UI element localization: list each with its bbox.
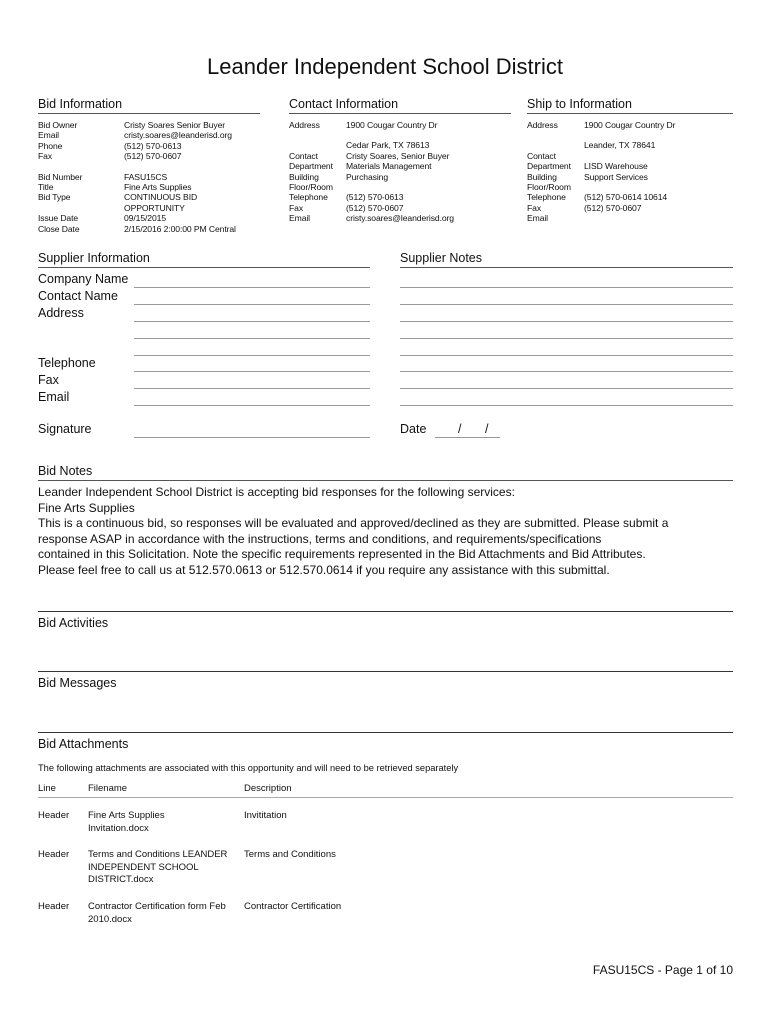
bid-notes-section	[38, 464, 733, 579]
attachment-description: Invititation	[244, 810, 287, 821]
ship-value	[584, 213, 733, 223]
ship-label: Email	[527, 213, 548, 224]
bid-info-label: Fax	[38, 151, 53, 162]
ship-value	[584, 151, 733, 161]
attachment-filename[interactable]	[88, 901, 243, 926]
contact-label: Department	[289, 161, 333, 172]
bid-info-label: Phone	[38, 140, 63, 151]
bid-information-section	[38, 97, 260, 234]
contact-value: (512) 570-0607	[346, 202, 404, 213]
bid-notes-body	[38, 485, 733, 579]
section-divider	[38, 671, 733, 672]
supplier-information-section	[38, 251, 370, 268]
section-divider	[38, 732, 733, 733]
bid-info-value: 09/15/2015	[124, 213, 167, 224]
contact-information-grid	[289, 120, 511, 224]
bid-info-value: FASU15CS	[124, 171, 168, 182]
ship-spacer	[527, 130, 584, 140]
contact-label: Building	[289, 171, 319, 182]
email-label: Email	[38, 390, 70, 404]
address-field-line-2[interactable]	[134, 338, 370, 339]
date-field[interactable]	[435, 437, 500, 438]
contact-information-section	[289, 97, 511, 224]
contact-label: Floor/Room	[289, 182, 333, 193]
bid-info-value: (512) 570-0613	[124, 140, 182, 151]
address-label: Address	[38, 306, 84, 320]
fax-field[interactable]	[134, 388, 370, 389]
signature-field[interactable]	[134, 437, 370, 438]
bid-info-value: 2/15/2016 2:00:00 PM Central	[124, 223, 236, 234]
ship-label: Department	[527, 161, 571, 172]
contact-value: 1900 Cougar Country Dr	[346, 120, 438, 130]
bid-notes-line: response ASAP in accordance with the instructions, terms and conditions, and requirements/specifications	[38, 531, 602, 546]
attachment-filename-part: Terms and Conditions LEANDER	[88, 849, 228, 860]
supplier-notes-line[interactable]	[400, 355, 733, 356]
bid-info-spacer	[38, 162, 124, 172]
column-header-filename: Filename	[88, 783, 128, 794]
ship-value: (512) 570-0607	[584, 202, 642, 213]
bid-info-label: Bid Number	[38, 171, 83, 182]
supplier-notes-line[interactable]	[400, 388, 733, 389]
bid-info-label: Bid Type	[38, 192, 71, 203]
attachment-description: Contractor Certification	[244, 901, 342, 912]
telephone-label: Telephone	[38, 356, 96, 370]
bid-notes-line: Please feel free to call us at 512.570.0613 or 512.570.0614 if you require any assistance with this submittal.	[38, 562, 610, 577]
contact-label: Telephone	[289, 192, 328, 203]
ship-label: Building	[527, 171, 557, 182]
ship-value: 1900 Cougar Country Dr	[584, 120, 676, 130]
attachment-description: Terms and Conditions	[244, 849, 336, 860]
contact-label: Fax	[289, 202, 304, 213]
email-field[interactable]	[134, 405, 370, 406]
ship-value: (512) 570-0614 10614	[584, 192, 668, 203]
contact-value: Cedar Park, TX 78613	[346, 140, 430, 151]
bid-information-grid	[38, 120, 260, 234]
ship-label: Fax	[527, 202, 542, 213]
bid-info-label: Close Date	[38, 223, 80, 234]
attachment-filename-part: Fine Arts Supplies	[88, 810, 165, 821]
supplier-notes-line[interactable]	[400, 304, 733, 305]
ship-to-information-grid	[527, 120, 733, 224]
contact-value: Purchasing	[346, 171, 388, 182]
bid-messages-heading: Bid Messages	[38, 676, 117, 690]
supplier-information-heading: Supplier Information	[38, 251, 370, 268]
bid-info-value: (512) 570-0607	[124, 151, 182, 162]
ship-value: Support Services	[584, 171, 648, 182]
contact-label: Address	[289, 120, 320, 130]
address-field-line-3[interactable]	[134, 355, 370, 356]
attachments-header-divider	[38, 797, 733, 798]
ship-value	[584, 182, 733, 192]
attachment-filename-part: INDEPENDENT SCHOOL	[88, 861, 199, 873]
bid-info-value: Fine Arts Supplies	[124, 182, 192, 193]
bid-info-spacer	[124, 162, 260, 172]
bid-notes-heading: Bid Notes	[38, 464, 733, 481]
bid-activities-heading: Bid Activities	[38, 616, 109, 630]
supplier-notes-line[interactable]	[400, 321, 733, 322]
bid-info-label: Email	[38, 130, 59, 141]
contact-spacer	[346, 130, 511, 140]
contact-label: Email	[289, 213, 310, 224]
ship-spacer	[584, 130, 733, 140]
attachment-filename[interactable]	[88, 849, 243, 887]
supplier-notes-line[interactable]	[400, 338, 733, 339]
contact-label: Contact	[289, 150, 318, 161]
bid-information-heading: Bid Information	[38, 97, 260, 114]
attachment-line: Header	[38, 810, 70, 821]
contact-spacer	[289, 130, 346, 140]
bid-info-label	[38, 203, 124, 213]
contact-value: Cristy Soares, Senior Buyer	[346, 150, 450, 161]
telephone-field[interactable]	[134, 371, 370, 372]
attachment-filename[interactable]	[88, 810, 243, 835]
attachment-filename-part: Contractor Certification form Feb	[88, 901, 226, 912]
bid-attachments-heading: Bid Attachments	[38, 737, 129, 751]
contact-value: cristy.soares@leanderisd.org	[346, 213, 454, 224]
section-divider	[38, 611, 733, 612]
date-separator: /	[485, 422, 489, 436]
ship-label: Telephone	[527, 192, 566, 203]
ship-value: LISD Warehouse	[584, 161, 648, 172]
ship-to-information-heading: Ship to Information	[527, 97, 733, 114]
page-footer: FASU15CS - Page 1 of 10	[592, 963, 733, 977]
bid-notes-line: Leander Independent School District is accepting bid responses for the following services:	[38, 485, 515, 499]
attachment-filename-part: DISTRICT.docx	[88, 874, 154, 886]
contact-label	[289, 140, 346, 150]
bid-info-value: CONTINUOUS BID	[124, 192, 198, 203]
company-name-field[interactable]	[134, 287, 370, 288]
ship-label: Contact	[527, 150, 556, 161]
bid-notes-line: Fine Arts Supplies	[38, 500, 135, 515]
supplier-notes-heading: Supplier Notes	[400, 251, 733, 268]
attachment-filename-part: 2010.docx	[88, 913, 132, 925]
contact-value: Materials Management	[346, 161, 432, 172]
supplier-notes-section	[400, 251, 733, 268]
bid-notes-line: This is a continuous bid, so responses will be evaluated and approved/declined as they are submitted. Please submit a	[38, 516, 669, 531]
contact-value: (512) 570-0613	[346, 192, 404, 203]
bid-attachments-intro: The following attachments are associated with this opportunity and will need to be retrieved separately	[38, 763, 459, 773]
bid-info-label: Bid Owner	[38, 120, 78, 130]
ship-label: Floor/Room	[527, 182, 571, 193]
fax-label: Fax	[38, 373, 59, 387]
ship-label	[527, 140, 584, 150]
bid-info-label: Issue Date	[38, 213, 79, 224]
contact-name-field[interactable]	[134, 304, 370, 305]
contact-value	[346, 182, 511, 192]
bid-notes-line: contained in this Solicitation. Note the specific requirements represented in the Bid Attachments and Bid Attributes.	[38, 547, 646, 562]
date-separator: /	[458, 422, 462, 436]
bid-info-value: OPPORTUNITY	[124, 202, 185, 213]
contact-name-label: Contact Name	[38, 289, 118, 303]
date-label: Date	[400, 422, 427, 436]
supplier-notes-line[interactable]	[400, 405, 733, 406]
signature-label: Signature	[38, 422, 92, 436]
supplier-notes-line[interactable]	[400, 287, 733, 288]
bid-info-value: cristy.soares@leanderisd.org	[124, 130, 232, 141]
address-field-line-1[interactable]	[134, 321, 370, 322]
company-name-label: Company Name	[38, 272, 129, 286]
bid-info-label: Title	[38, 182, 54, 193]
contact-information-heading: Contact Information	[289, 97, 511, 114]
column-header-description: Description	[244, 783, 292, 794]
bid-info-value: Cristy Soares Senior Buyer	[124, 120, 226, 130]
ship-label: Address	[527, 120, 558, 130]
ship-to-information-section	[527, 97, 733, 224]
page-title: Leander Independent School District	[207, 54, 563, 79]
attachment-filename-part: Invitation.docx	[88, 822, 149, 834]
attachment-line: Header	[38, 901, 70, 912]
column-header-line: Line	[38, 783, 56, 794]
ship-value: Leander, TX 78641	[584, 140, 656, 151]
supplier-notes-line[interactable]	[400, 371, 733, 372]
attachment-line: Header	[38, 849, 70, 860]
